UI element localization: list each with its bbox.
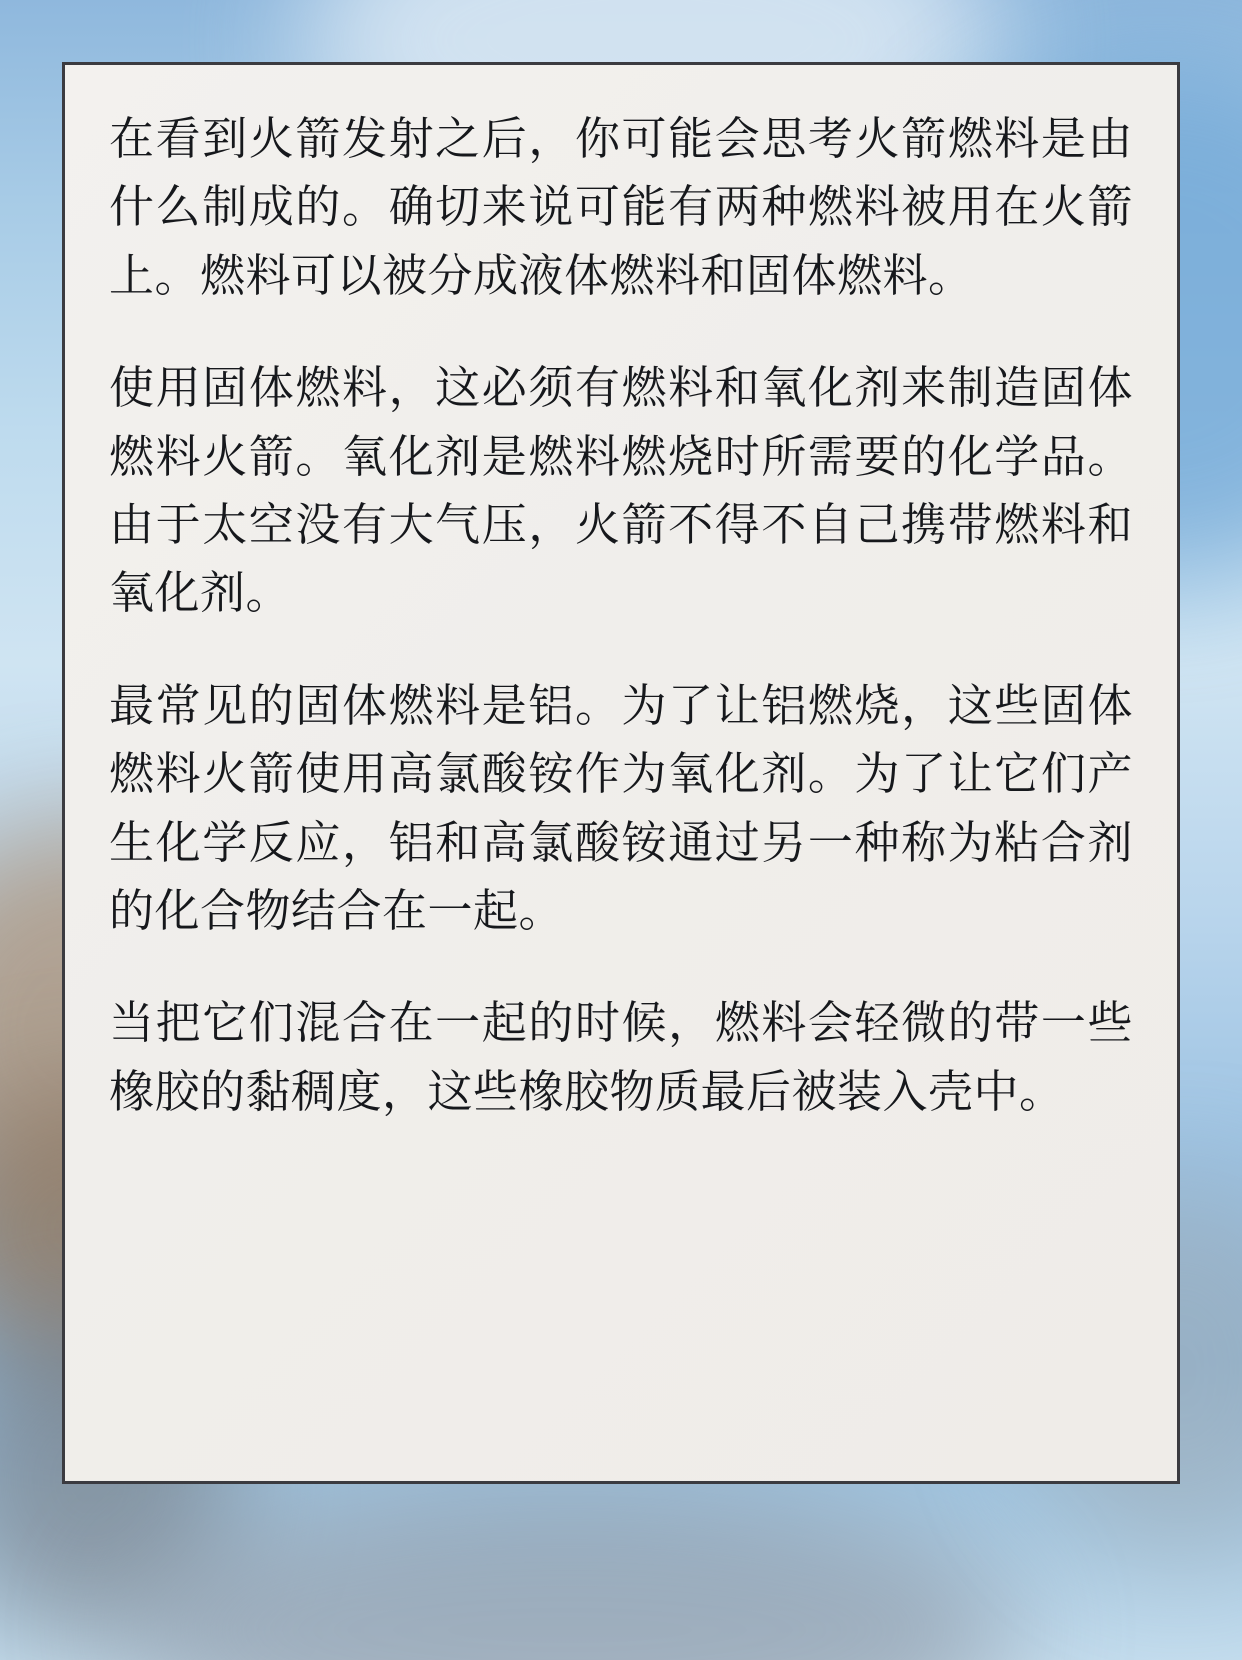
article-paragraph: 使用固体燃料，这必须有燃料和氧化剂来制造固体燃料火箭。氧化剂是燃料燃烧时所需要的化学品。由于太空没有大气压，火箭不得不自己携带燃料和氧化剂。 [109,361,1133,620]
article-paragraph: 最常见的固体燃料是铝。为了让铝燃烧，这些固体燃料火箭使用高氯酸铵作为氧化剂。为了让它们产生化学反应，铝和高氯酸铵通过另一种称为粘合剂的化合物结合在一起。 [109,678,1133,937]
article-card [62,62,1180,1484]
article-body [109,105,1133,1126]
article-paragraph: 在看到火箭发射之后，你可能会思考火箭燃料是由什么制成的。确切来说可能有两种燃料被用在火箭上。燃料可以被分成液体燃料和固体燃料。 [109,112,1133,302]
article-paragraph: 当把它们混合在一起的时候，燃料会轻微的带一些橡胶的黏稠度，这些橡胶物质最后被装入壳中。 [109,996,1133,1118]
background-ground-blob [120,1480,1020,1660]
